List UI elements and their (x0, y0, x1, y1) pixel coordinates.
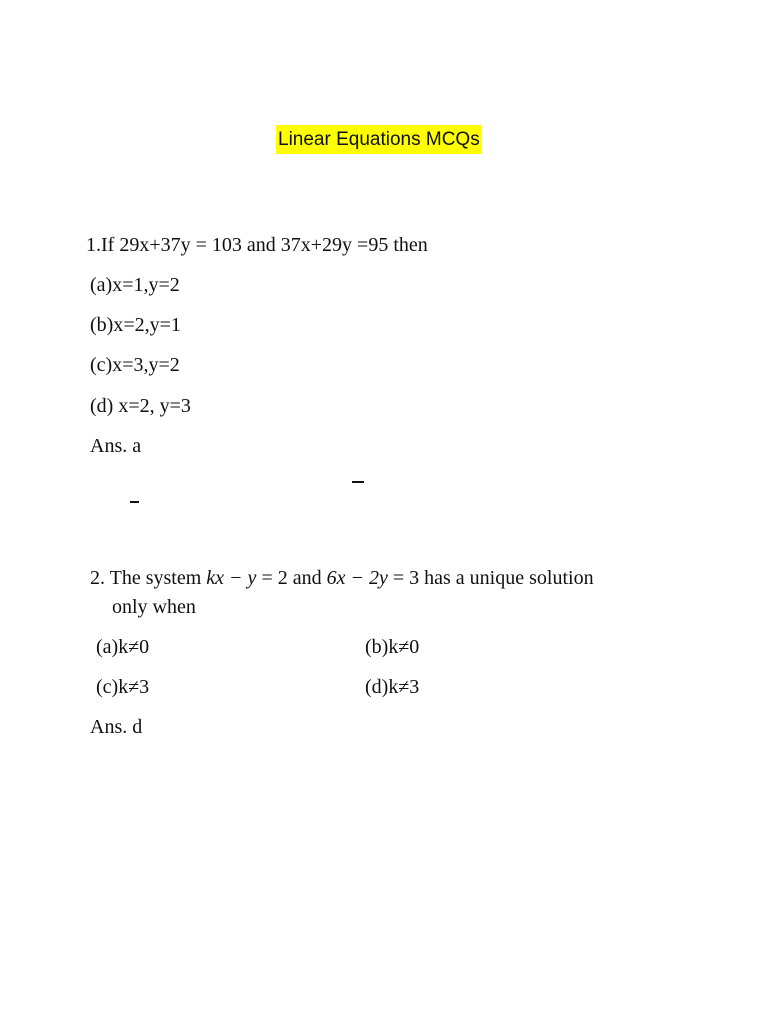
question-2-stem-line-2: only when (112, 596, 196, 618)
question-2-stem-prefix: 2. The system (90, 567, 207, 589)
question-2-option-a: (a)k≠0 (96, 636, 150, 658)
stray-dash-mark (130, 501, 139, 503)
question-2-answer: Ans. d (90, 716, 143, 738)
question-1-stem: 1.If 29x+37y = 103 and 37x+29y =95 then (86, 234, 428, 256)
question-2-option-d: (d)k≠3 (365, 676, 420, 698)
question-2-stem-suffix: has a unique solution (424, 567, 594, 589)
question-1-answer: Ans. a (90, 435, 142, 457)
document-title: Linear Equations MCQs (276, 125, 482, 154)
question-2-stem (90, 565, 594, 591)
question-2-and: and (292, 567, 327, 589)
stray-dash-mark (352, 481, 364, 483)
question-2-equation-1-rhs: = 2 (256, 567, 293, 589)
question-2-option-c: (c)k≠3 (96, 676, 150, 698)
question-2-option-b: (b)k≠0 (365, 636, 420, 658)
question-2-equation-2-rhs: = 3 (387, 567, 425, 589)
question-1-option-a: (a)x=1,y=2 (90, 274, 180, 296)
question-1-option-b: (b)x=2,y=1 (90, 314, 181, 336)
question-1-option-d: (d) x=2, y=3 (90, 395, 191, 417)
question-1-option-c: (c)x=3,y=2 (90, 354, 180, 376)
question-2-equation-2: 6x − 2y (326, 567, 388, 589)
question-2-equation-1: kx − y (206, 567, 257, 589)
